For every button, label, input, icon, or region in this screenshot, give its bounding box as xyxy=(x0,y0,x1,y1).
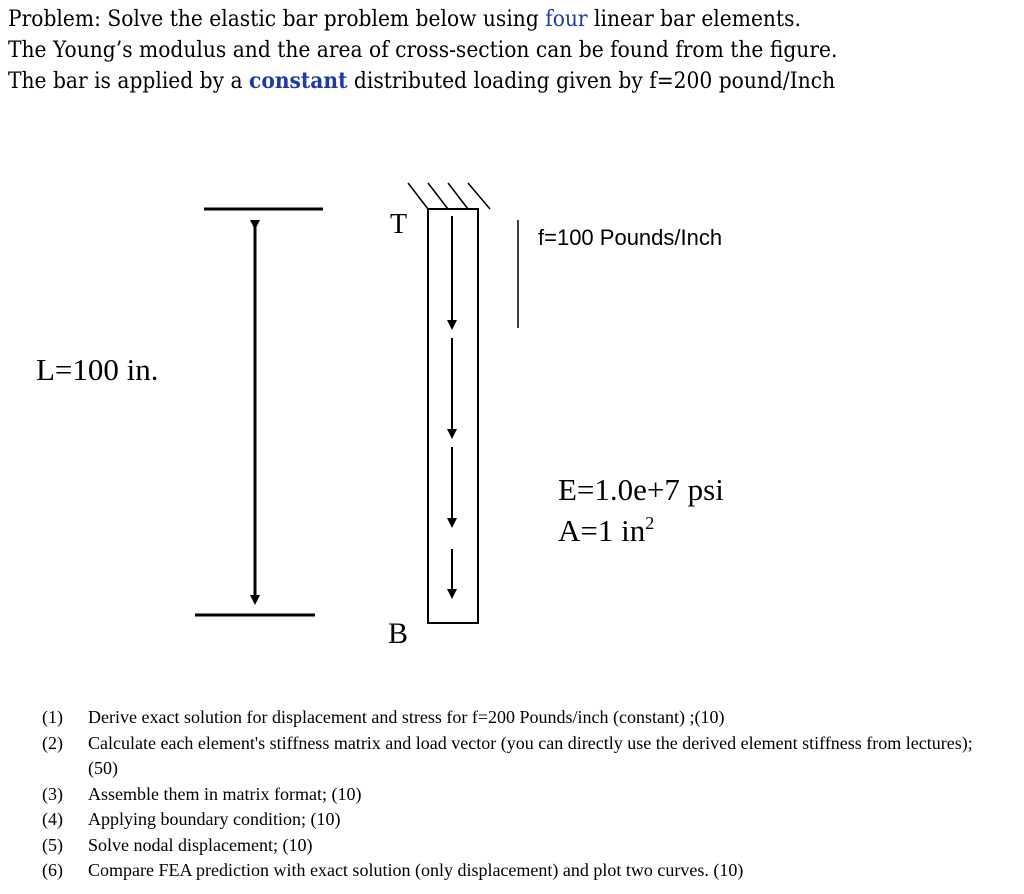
top-node-label: T xyxy=(390,209,408,240)
question-number: (4) xyxy=(42,809,63,829)
question-number: (5) xyxy=(42,834,63,855)
question-text: Solve nodal displacement; (10) xyxy=(88,834,313,855)
question-text: Assemble them in matrix format; (10) xyxy=(88,783,362,804)
statement-line-1-end: linear bar elements. xyxy=(587,7,801,32)
statement-line-3-end: distributed loading given by f=200 pound/Inch xyxy=(347,69,836,94)
length-label: L=100 in. xyxy=(36,352,159,387)
area-exponent: 2 xyxy=(645,513,655,533)
question-text: Derive exact solution for displacement and stress for f=200 Pounds/inch (constant) ;(10) xyxy=(88,707,725,727)
statement-line-3-start: The bar is applied by a xyxy=(8,69,249,94)
question-list xyxy=(42,705,1002,884)
area-label-base: A=1 in xyxy=(558,513,646,548)
highlight-constant: constant xyxy=(248,68,348,94)
question-item-1 xyxy=(42,705,1002,731)
question-text: Calculate each element's stiffness matrix and load vector (you can directly use the derived element stiffness from lectures); (50) xyxy=(88,732,973,778)
modulus-label: E=1.0e+7 psi xyxy=(558,472,724,507)
bottom-node-label: B xyxy=(388,617,409,650)
question-number: (2) xyxy=(42,732,63,753)
question-item-6 xyxy=(42,858,1002,884)
question-item-5 xyxy=(42,833,1002,859)
question-number: (1) xyxy=(42,707,63,727)
question-item-4 xyxy=(42,807,1002,833)
fixed-support-hatch xyxy=(408,183,490,209)
statement-line-1-start: Problem: Solve the elastic bar problem below using xyxy=(8,7,546,32)
question-item-3 xyxy=(42,782,1002,808)
highlight-four: four xyxy=(545,7,588,32)
question-text: Compare FEA prediction with exact solution (only displacement) and plot two curves. (10) xyxy=(88,860,744,880)
area-label xyxy=(558,513,654,548)
question-text: Applying boundary condition; (10) xyxy=(88,809,341,829)
question-number: (3) xyxy=(42,783,63,804)
load-label: f=100 Pounds/Inch xyxy=(538,225,723,250)
statement-line-2: The Young’s modulus and the area of cross-section can be found from the figure. xyxy=(8,38,838,63)
question-item-2 xyxy=(42,731,1002,782)
question-number: (6) xyxy=(42,860,63,880)
